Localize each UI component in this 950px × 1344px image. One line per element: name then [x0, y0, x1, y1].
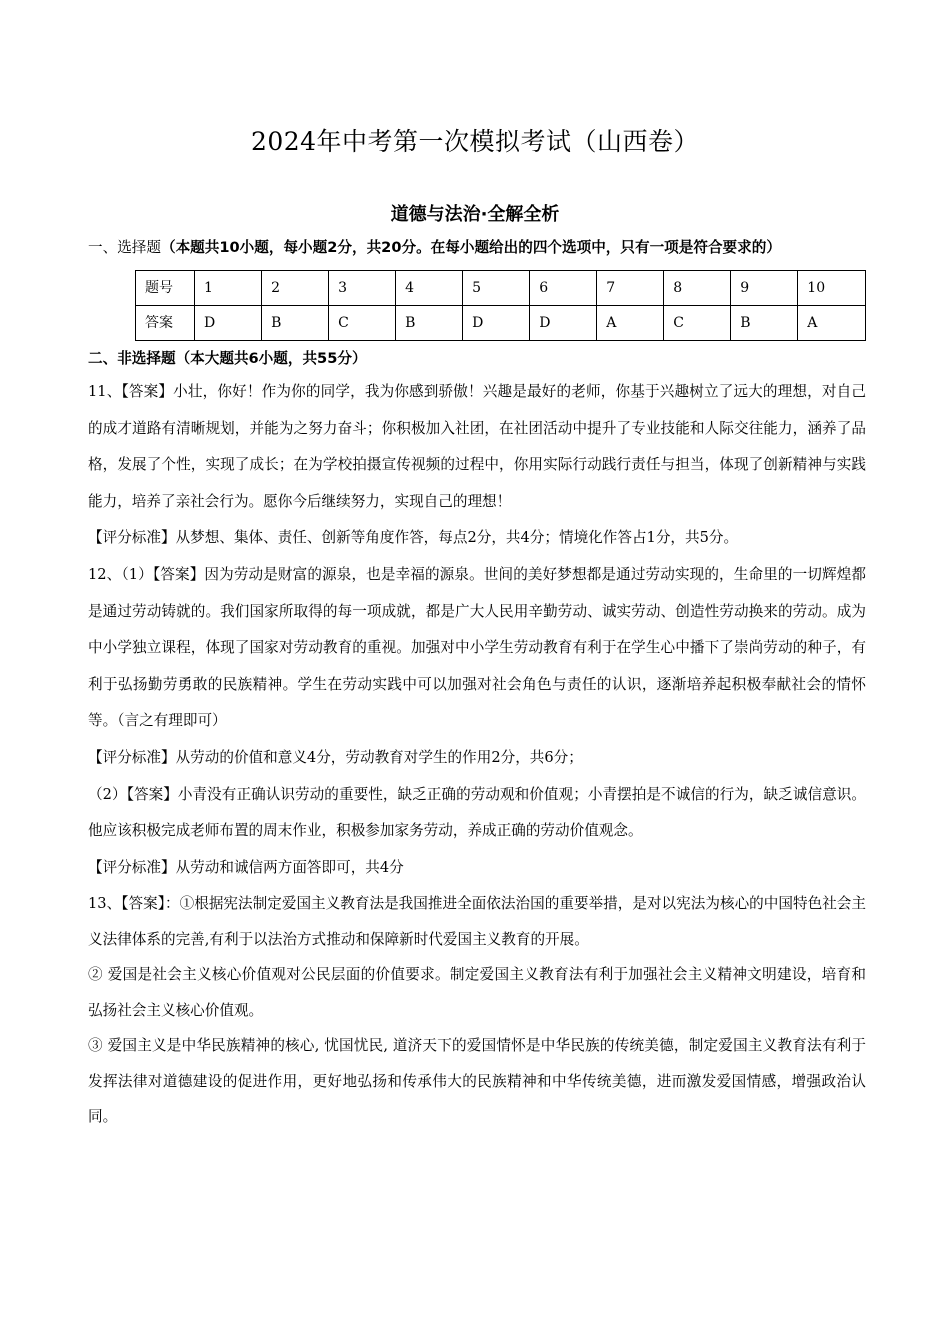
answer-11: 11、【答案】小壮，你好！作为你的同学，我为你感到骄傲！兴趣是最好的老师，你基于兴趣树立了远大的理想，对自己的成才道路有清晰规划，并能为之努力奋斗；你积极加入社团，在社团活动中提升了专业技能和人际交往能力，涵养了品格，发展了个性，实现了成长；在为学校拍摄宣传视频的过程中，你用实际行动践行责任与担当，体现了创新精神与实践能力，培养了亲社会行为。愿你今后继续努力，实现自己的理想！	[88, 383, 866, 510]
table-cell-answer: A	[798, 306, 866, 341]
scoring-12-2: 【评分标准】从劳动和诚信两方面答即可，共4分	[88, 858, 404, 876]
page-subtitle: 道德与法治·全解全析	[390, 204, 560, 225]
table-cell-label: 答案	[136, 306, 195, 341]
table-cell-answer: D	[195, 306, 262, 341]
answer-13-point-3: ③ 爱国主义是中华民族精神的核心, 忧国忧民, 道济天下的爱国情怀是中华民族的传统美德，制定爱国主义教育法有利于发挥法律对道德建设的促进作用，更好地弘扬和传承伟大的民族精神和中华传统美德，进而激发爱国情感，增强政治认同。	[88, 1037, 866, 1126]
table-cell-answer: C	[329, 306, 396, 341]
section-2-heading: 二、非选择题（本大题共6小题，共55分）	[88, 350, 367, 367]
section-1-heading	[88, 234, 866, 261]
table-cell-number: 8	[664, 271, 731, 306]
table-cell-answer: B	[396, 306, 463, 341]
section-1-label: 一、选择题	[88, 239, 161, 256]
answer-table-row-answers	[136, 306, 866, 341]
answer-table-row-numbers	[136, 271, 866, 306]
answer-table	[135, 270, 866, 341]
section-1-instruction: （本题共10小题，每小题2分，共20分。在每小题给出的四个选项中，只有一项是符合要求的）	[160, 239, 781, 256]
answer-12-2: （2）【答案】小青没有正确认识劳动的重要性，缺乏正确的劳动观和价值观；小青摆拍是不诚信的行为，缺乏诚信意识。他应该积极完成老师布置的周末作业，积极参加家务劳动，养成正确的劳动价值观念。	[88, 785, 866, 840]
table-cell-label: 题号	[136, 271, 195, 306]
table-cell-answer: D	[463, 306, 530, 341]
answer-12-1: 12、（1）【答案】因为劳动是财富的源泉，也是幸福的源泉。世间的美好梦想都是通过劳动实现的，生命里的一切辉煌都是通过劳动铸就的。我们国家所取得的每一项成就，都是广大人民用辛勤劳动、诚实劳动、创造性劳动换来的劳动。成为中小学独立课程，体现了国家对劳动教育的重视。加强对中小学生劳动教育有利于在学生心中播下了崇尚劳动的种子，有利于弘扬勤劳勇敢的民族精神。学生在劳动实践中可以加强对社会角色与责任的认识，逐渐培养起积极奉献社会的情怀等。（言之有理即可）	[88, 565, 866, 730]
table-cell-number: 6	[530, 271, 597, 306]
table-cell-number: 1	[195, 271, 262, 306]
table-cell-number: 7	[597, 271, 664, 306]
document-body	[88, 234, 866, 1135]
scoring-11: 【评分标准】从梦想、集体、责任、创新等角度作答，每点2分，共4分；情境化作答占1分，共5分。	[88, 529, 739, 547]
table-cell-answer: A	[597, 306, 664, 341]
table-cell-number: 9	[731, 271, 798, 306]
table-cell-number: 5	[463, 271, 530, 306]
table-cell-number: 10	[798, 271, 866, 306]
table-cell-answer: B	[262, 306, 329, 341]
table-cell-answer: B	[731, 306, 798, 341]
page-title: 2024年中考第一次模拟考试（山西卷）	[250, 127, 700, 156]
table-cell-number: 3	[329, 271, 396, 306]
answer-13-point-1: 13、【答案】：①根据宪法制定爱国主义教育法是我国推进全面依法治国的重要举措，是对以宪法为核心的中国特色社会主义法律体系的完善,有利于以法治方式推动和保障新时代爱国主义教育的开展。	[88, 895, 866, 948]
answer-13-point-2: ② 爱国是社会主义核心价值观对公民层面的价值要求。制定爱国主义教育法有利于加强社会主义精神文明建设，培育和弘扬社会主义核心价值观。	[88, 966, 866, 1019]
table-cell-answer: C	[664, 306, 731, 341]
scoring-12-1: 【评分标准】从劳动的价值和意义4分，劳动教育对学生的作用2分，共6分；	[88, 748, 583, 766]
table-cell-answer: D	[530, 306, 597, 341]
table-cell-number: 2	[262, 271, 329, 306]
table-cell-number: 4	[396, 271, 463, 306]
